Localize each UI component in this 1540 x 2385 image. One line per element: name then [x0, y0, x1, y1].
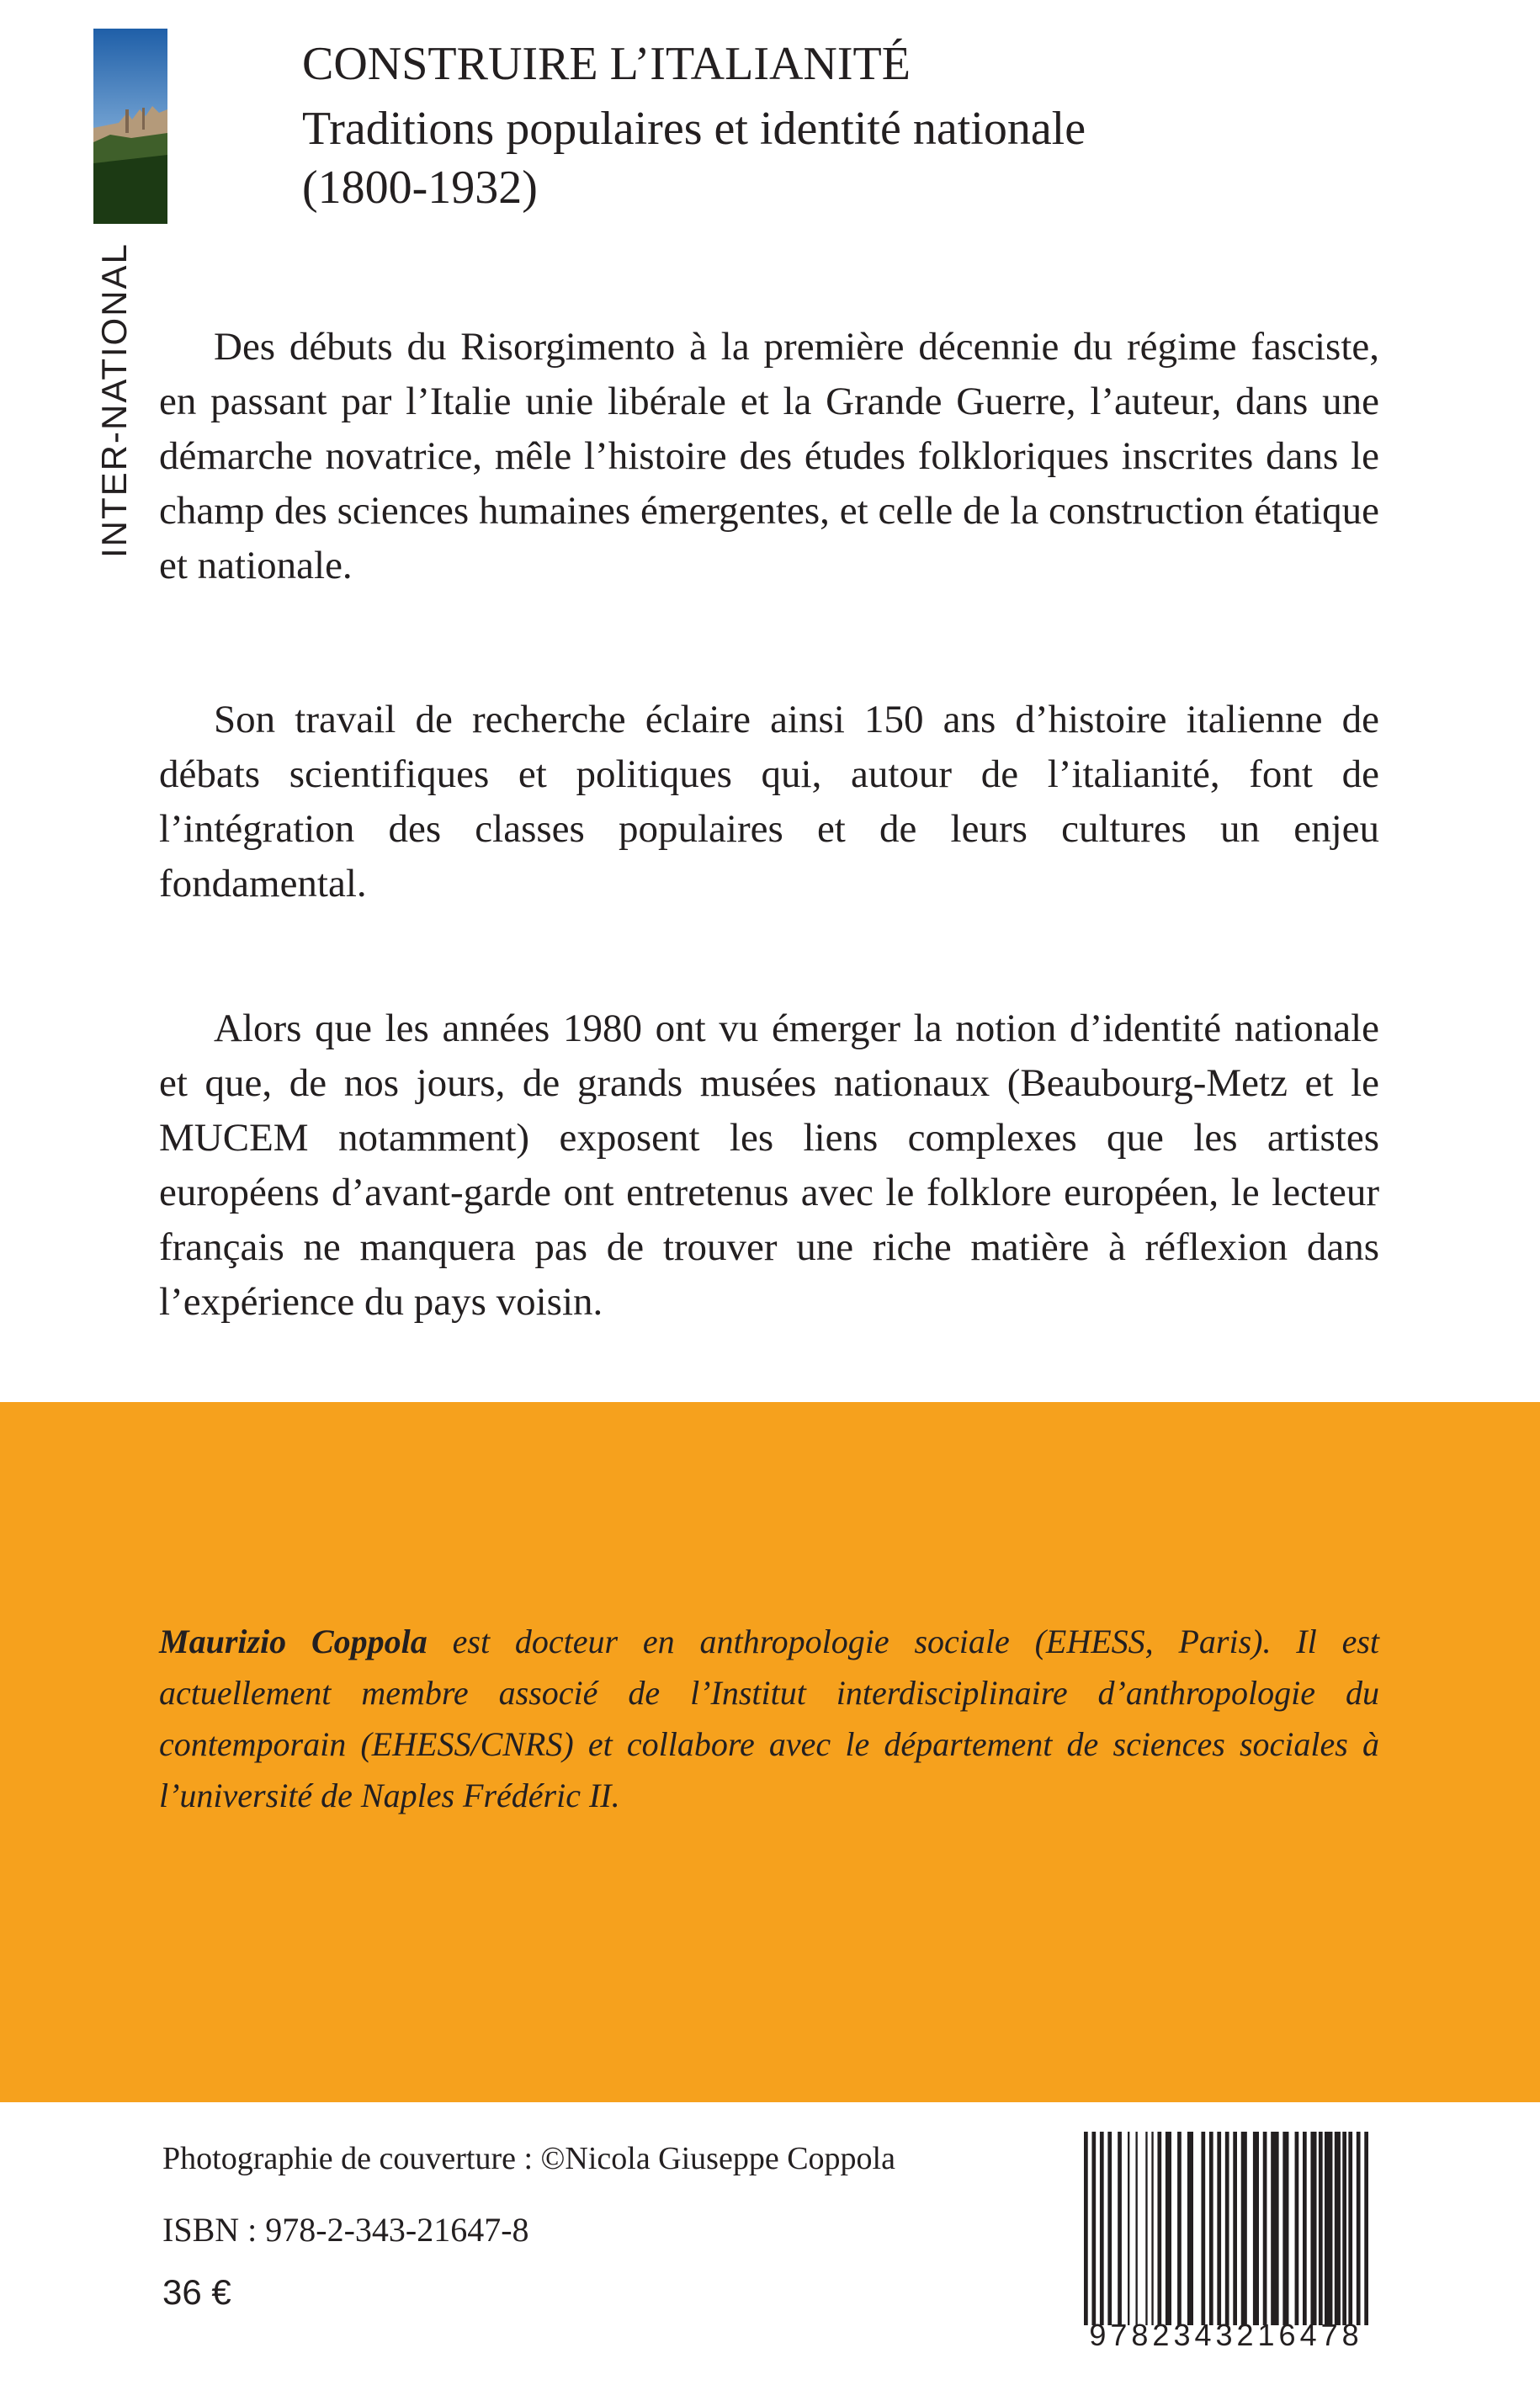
author-bio-text: est docteur en anthropologie sociale (EHESS, Paris). Il est actuellement membre associé de l’Institut interdisciplinaire d’anthropologie du contemporain (EHESS/CNRS) et collabore avec le département de sciences sociales à l’université de Naples Frédéric II.	[159, 1623, 1380, 1814]
barcode-bar	[1151, 2132, 1153, 2325]
barcode-bar	[1157, 2132, 1161, 2325]
barcode-bar	[1209, 2132, 1213, 2325]
barcode-bar	[1271, 2132, 1278, 2325]
barcode-bar	[1310, 2132, 1316, 2325]
barcode-bar	[1282, 2132, 1288, 2325]
barcode-bar	[1201, 2132, 1205, 2325]
barcode-bar	[1357, 2132, 1361, 2325]
barcode-bar	[1253, 2132, 1259, 2325]
barcode-bar	[1166, 2132, 1171, 2325]
price: 36 €	[162, 2272, 231, 2312]
barcode-bar	[1303, 2132, 1307, 2325]
barcode-bar	[1295, 2132, 1299, 2325]
author-name: Maurizio Coppola	[159, 1623, 427, 1660]
barcode	[1081, 2132, 1372, 2332]
book-title: CONSTRUIRE L’ITALIANITÉ	[302, 38, 911, 90]
barcode-bar	[1135, 2132, 1137, 2325]
barcode-bar	[1335, 2132, 1341, 2325]
photo-credit: Photographie de couverture : ©Nicola Giuseppe Coppola	[162, 2141, 895, 2176]
blurb-paragraph-2: Son travail de recherche éclaire ainsi 150 ans d’histoire italienne de débats scientifiques et politiques qui, autour de l’italianité, font de l’intégration des classes populaires et de leurs cultures un enjeu fondamental.	[159, 698, 1379, 906]
barcode-bar	[1217, 2132, 1221, 2325]
barcode-bar	[1177, 2132, 1182, 2325]
barcode-bar	[1187, 2132, 1193, 2325]
barcode-bar	[1319, 2132, 1323, 2325]
barcode-bar	[1145, 2132, 1147, 2325]
book-subtitle-line-1: Traditions populaires et identité nationale	[302, 102, 1086, 155]
blurb-paragraph-3: Alors que les années 1980 ont vu émerger la notion d’identité nationale et que, de nos jours, de grands musées nationaux (Beaubourg-Metz et le MUCEM notamment) exposent les liens complexes que les artistes européens d’avant-garde ont entretenus avec le folklore européen, le lecteur français ne manquera pas de trouver une riche matière à réflexion dans l’expérience du pays voisin.	[159, 1007, 1379, 1324]
barcode-bar	[1263, 2132, 1267, 2325]
barcode-bar	[1084, 2132, 1088, 2325]
barcode-bar	[1325, 2132, 1332, 2325]
barcode-digits: 9782343216478	[1089, 2318, 1363, 2352]
barcode-bar	[1241, 2132, 1247, 2325]
barcode-bar	[1118, 2132, 1122, 2325]
cover-thumbnail-photo	[93, 29, 167, 224]
barcode-bar	[1364, 2132, 1368, 2325]
barcode-bar	[1342, 2132, 1346, 2325]
book-subtitle-line-2: (1800-1932)	[302, 161, 538, 214]
barcode-bar	[1225, 2132, 1229, 2325]
series-label-text: INTER-NATIONAL	[94, 242, 134, 558]
author-bio	[159, 1616, 1379, 1821]
barcode-bar	[1128, 2132, 1129, 2325]
barcode-bar	[1091, 2132, 1096, 2325]
title-block	[302, 38, 1396, 217]
isbn: ISBN : 978-2-343-21647-8	[162, 2211, 529, 2249]
barcode-bar	[1100, 2132, 1104, 2325]
barcode-bar	[1107, 2132, 1112, 2325]
barcode-bar	[1348, 2132, 1352, 2325]
barcode-bar	[1233, 2132, 1237, 2325]
blurb-paragraph-1: Des débuts du Risorgimento à la première décennie du régime fasciste, en passant par l’Italie unie libérale et la Grande Guerre, l’auteur, dans une démarche novatrice, mêle l’histoire des études folkloriques inscrites dans le champ des sciences humaines émergentes, et celle de la construction étatique et nationale.	[159, 325, 1379, 587]
